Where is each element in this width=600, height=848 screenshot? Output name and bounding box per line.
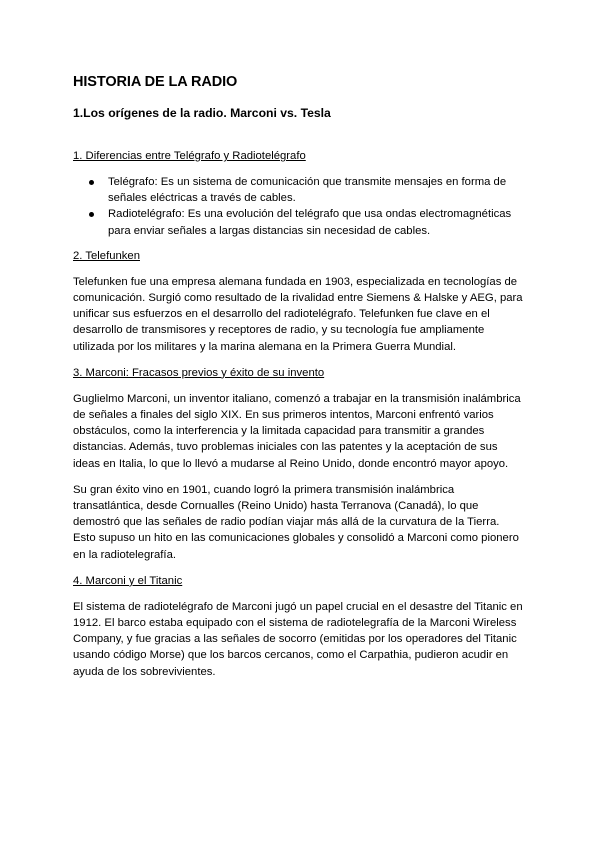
paragraph-marconi-intentos: Guglielmo Marconi, un inventor italiano, comenzó a trabajar en la transmisión inalámbrica de señales a finales del siglo XIX. En sus primeros intentos, Marconi enfrentó varios obstáculos, como la interferencia y la limitada capacidad para transmitir a grandes distancias. Además, tuvo problemas iniciales con las patentes y la aceptación de sus ideas en Italia, lo que lo llevó a mudarse al Reino Unido, donde encontró mayor apoyo. [73, 392, 521, 470]
bullet-icon [89, 180, 94, 185]
document-page [73, 72, 525, 690]
bullet-text: Radiotelégrafo: Es una evolución del telégrafo que usa ondas electromagnéticas para enviar señales a largas distancias sin necesidad de cables. [108, 208, 512, 237]
paragraph-telefunken: Telefunken fue una empresa alemana fundada en 1903, especializada en tecnologías de comunicación. Surgió como resultado de la rivalidad entre Siemens & Halske y AEG, para unificar sus esfuerzos en el desarrollo del radiotelégrafo. Telefunken fue clave en el desarrollo de transmisores y receptores de radio, y su tecnología fue ampliamente utilizada por los militares y la marina alemana en la Primera Guerra Mundial. [73, 275, 523, 353]
list-item [73, 174, 525, 206]
bullet-text: Telégrafo: Es un sistema de comunicación que transmite mensajes en forma de señales eléctricas a través de cables. [108, 176, 507, 205]
bullet-icon [89, 212, 94, 217]
section-heading-marconi-titanic: 4. Marconi y el Titanic [73, 574, 183, 587]
list-item [73, 206, 525, 238]
paragraph-titanic: El sistema de radiotelégrafo de Marconi jugó un papel crucial en el desastre del Titanic en 1912. El barco estaba equipado con el sistema de radiotelegrafía de la Marconi Wireless Company, y fue gracias a las señales de socorro (emitidas por los operadores del Titanic usando código Morse) que los barcos cercanos, como el Carpathia, pudieron acudir en ayuda de los sobrevivientes. [73, 600, 523, 678]
document-title: HISTORIA DE LA RADIO [73, 74, 238, 90]
section-heading-marconi-fracasos: 3. Marconi: Fracasos previos y éxito de su invento [73, 366, 325, 379]
document-subtitle: 1.Los orígenes de la radio. Marconi vs. Tesla [73, 106, 331, 120]
section-heading-telefunken: 2. Telefunken [73, 249, 140, 262]
paragraph-marconi-exito: Su gran éxito vino en 1901, cuando logró la primera transmisión inalámbrica transatlántica, desde Cornualles (Reino Unido) hasta Terranova (Canadá), lo que demostró que las señales de radio podían viajar más allá de la curvatura de la Tierra. Esto supuso un hito en las comunicaciones globales y consolidó a Marconi como pionero en la radiotelegrafía. [73, 483, 519, 561]
bullet-list [73, 174, 525, 239]
section-heading-diferencias: 1. Diferencias entre Telégrafo y Radiotelégrafo [73, 150, 306, 162]
